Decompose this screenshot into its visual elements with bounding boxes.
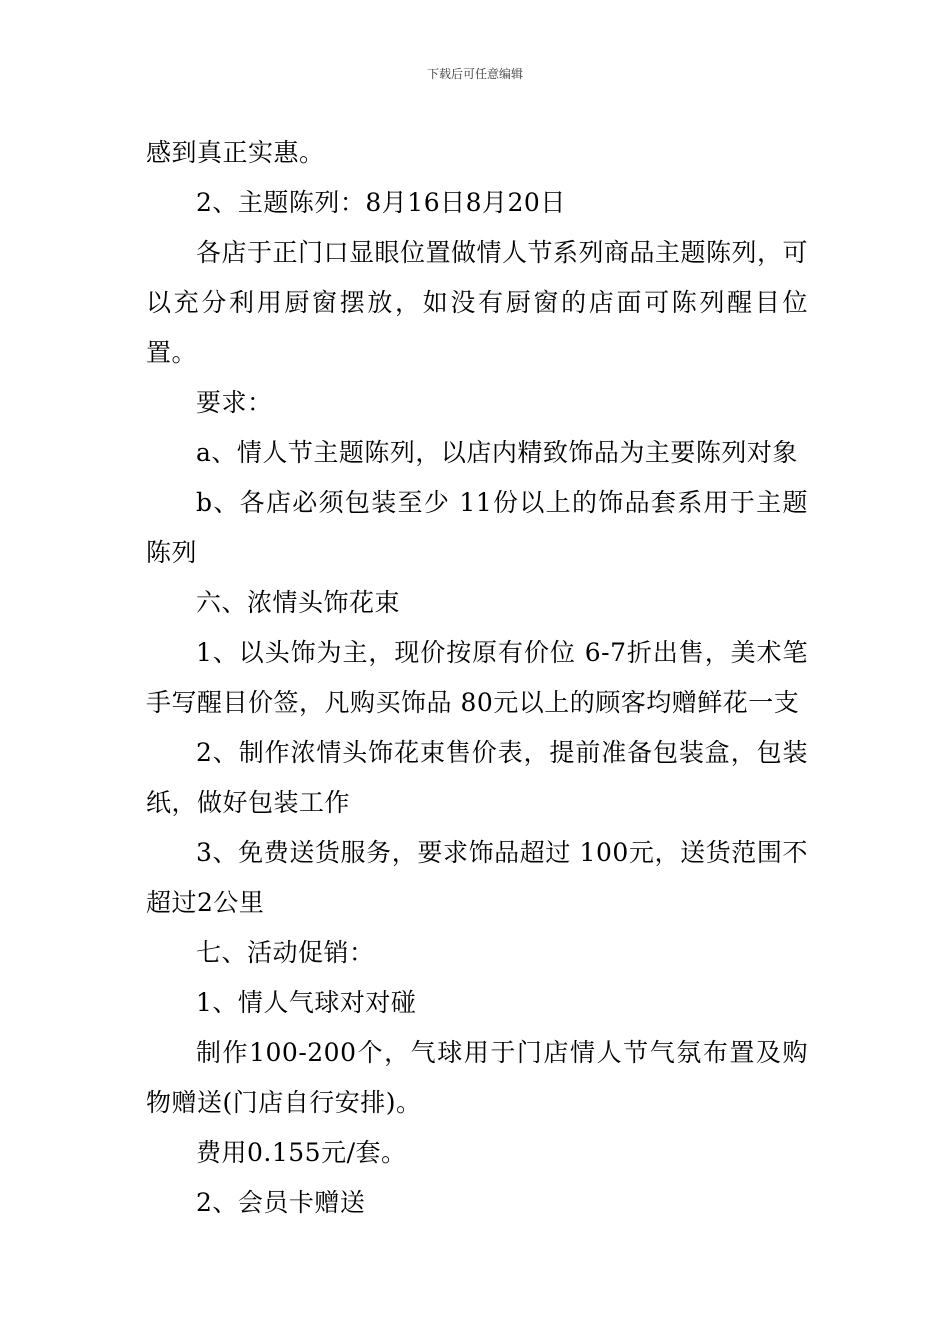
paragraph: 2、制作浓情头饰花束售价表，提前准备包装盒，包装纸，做好包装工作 bbox=[146, 738, 808, 817]
paragraph: 2、会员卡赠送 bbox=[196, 1188, 366, 1217]
document-body bbox=[146, 128, 808, 1228]
paragraph: 费用0.155元/套。 bbox=[196, 1138, 407, 1167]
paragraph: 2、主题陈列：8月16日8月20日 bbox=[196, 188, 566, 217]
paragraph: 感到真正实惠。 bbox=[146, 138, 325, 167]
paragraph: 制作100-200个，气球用于门店情人节气氛布置及购物赠送(门店自行安排)。 bbox=[146, 1038, 808, 1117]
paragraph: 3、免费送货服务，要求饰品超过 100元，送货范围不超过2公里 bbox=[146, 838, 808, 917]
paragraph: b、各店必须包装至少 11份以上的饰品套系用于主题陈列 bbox=[146, 488, 808, 567]
section-heading: 六、浓情头饰花束 bbox=[196, 588, 401, 617]
page-header-note: 下载后可任意编辑 bbox=[426, 67, 523, 81]
paragraph: 要求： bbox=[196, 388, 273, 417]
paragraph: 1、情人气球对对碰 bbox=[196, 988, 417, 1017]
section-heading: 七、活动促销： bbox=[196, 938, 375, 967]
paragraph: a、情人节主题陈列，以店内精致饰品为主要陈列对象 bbox=[196, 438, 798, 467]
paragraph: 1、以头饰为主，现价按原有价位 6-7折出售，美术笔手写醒目价签，凡购买饰品 80元以上的顾客均赠鲜花一支 bbox=[146, 638, 808, 717]
paragraph: 各店于正门口显眼位置做情人节系列商品主题陈列，可以充分利用厨窗摆放，如没有厨窗的店面可陈列醒目位置。 bbox=[146, 238, 809, 367]
